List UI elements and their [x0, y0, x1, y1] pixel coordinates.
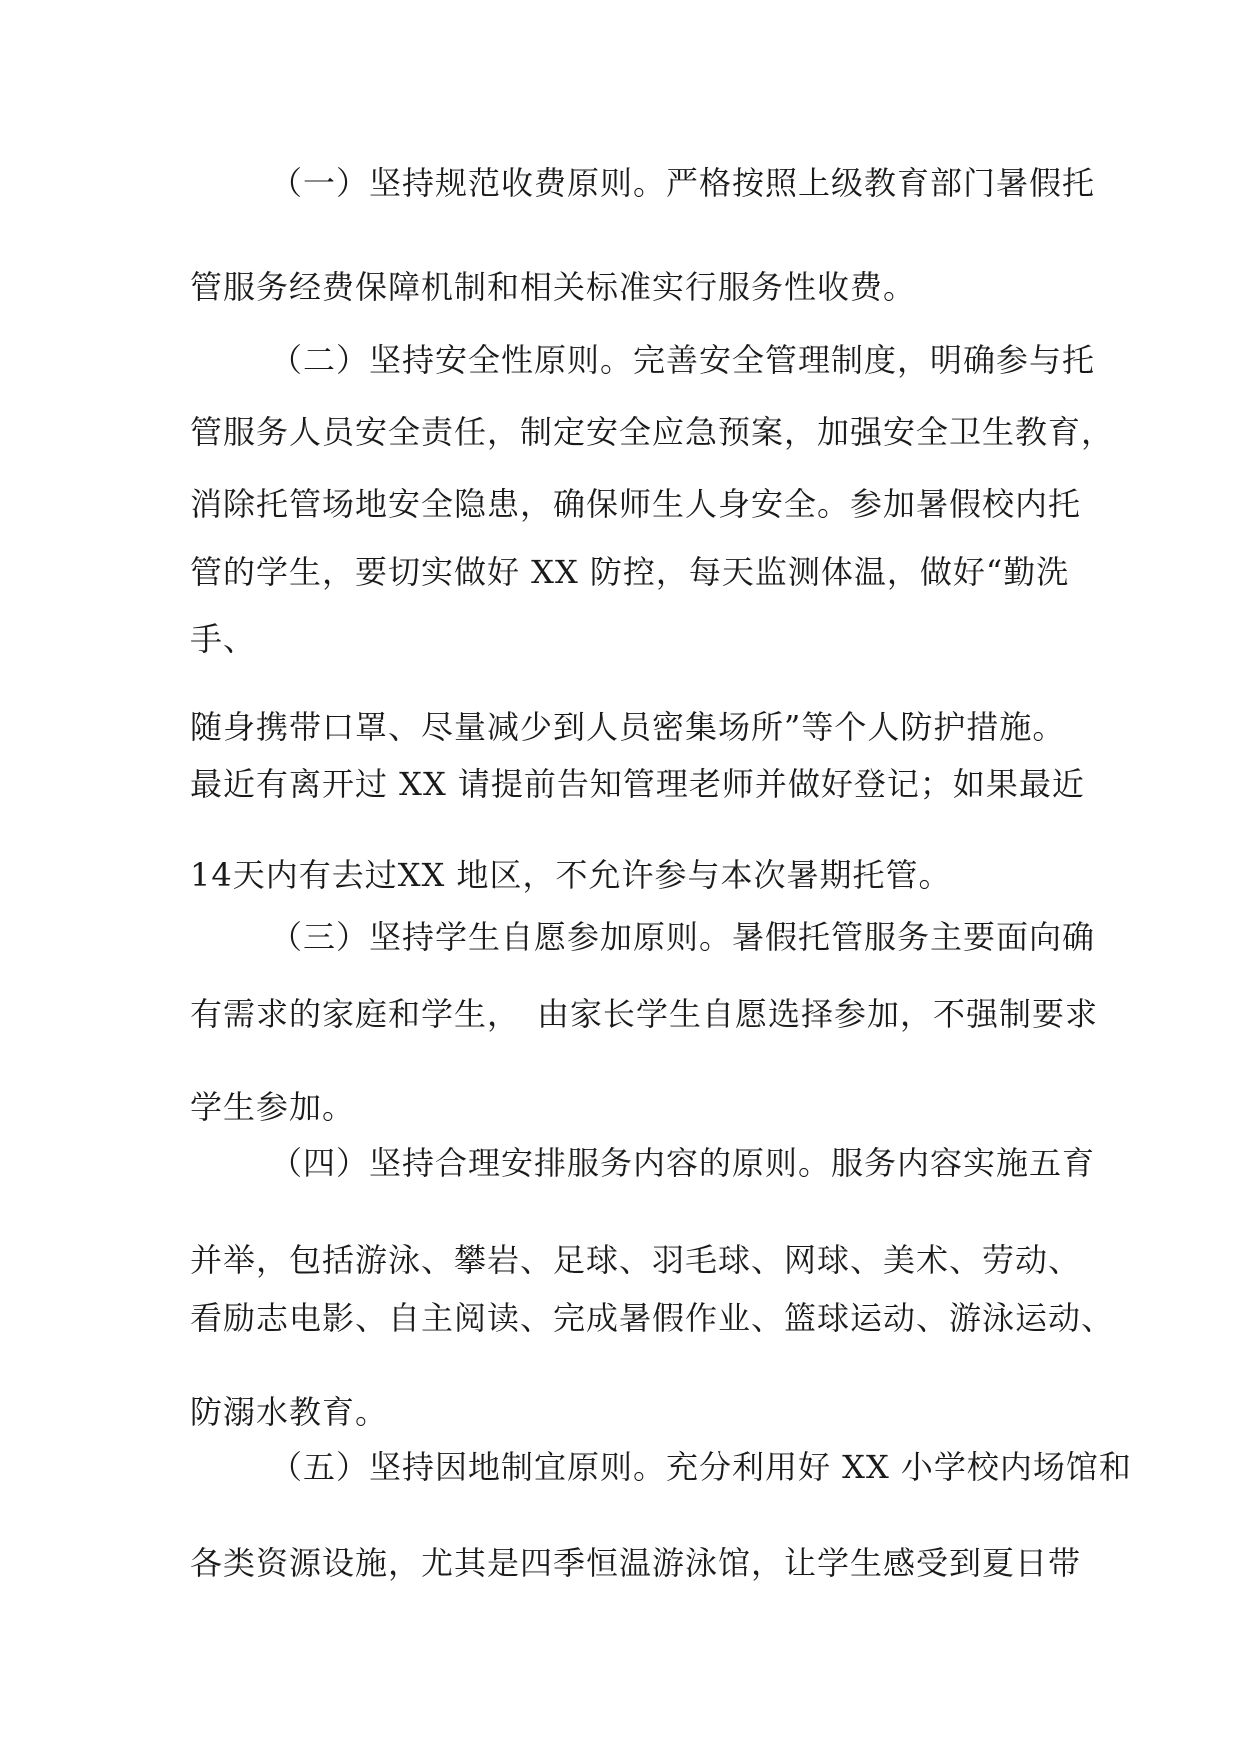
paragraph-5-line-2: 各类资源设施，尤其是四季恒温游泳馆，让学生感受到夏日带 — [190, 1544, 1082, 1582]
paragraph-2-line-6: 随身携带口罩、尽量减少到人员密集场所”等个人防护措施。 — [190, 708, 1066, 746]
paragraph-1-line-1: （一）坚持规范收费原则。严格按照上级教育部门暑假托 — [270, 164, 1096, 202]
paragraph-3-line-1: （三）坚持学生自愿参加原则。暑假托管服务主要面向确 — [270, 918, 1096, 956]
paragraph-4-line-3: 看励志电影、自主阅读、完成暑假作业、篮球运动、游泳运动、 — [190, 1299, 1115, 1337]
paragraph-4-line-4: 防溺水教育。 — [190, 1393, 389, 1431]
paragraph-2-line-8: 14天内有去过XX 地区，不允许参与本次暑期托管。 — [190, 856, 952, 894]
paragraph-5-line-1: （五）坚持因地制宜原则。充分利用好 XX 小学校内场馆和 — [270, 1448, 1132, 1486]
paragraph-2-line-7: 最近有离开过 XX 请提前告知管理老师并做好登记；如果最近 — [190, 765, 1085, 803]
paragraph-1-line-2: 管服务经费保障机制和相关标准实行服务性收费。 — [190, 268, 917, 306]
paragraph-3-line-2: 有需求的家庭和学生， 由家长学生自愿选择参加，不强制要求 — [190, 995, 1099, 1033]
paragraph-4-line-1: （四）坚持合理安排服务内容的原则。服务内容实施五育 — [270, 1144, 1096, 1182]
paragraph-3-line-3: 学生参加。 — [190, 1088, 356, 1126]
paragraph-2-line-3: 消除托管场地安全隐患，确保师生人身安全。参加暑假校内托 — [190, 485, 1082, 523]
paragraph-2-line-5: 手、 — [190, 620, 257, 658]
paragraph-2-line-1: （二）坚持安全性原则。完善安全管理制度，明确参与托 — [270, 341, 1096, 379]
paragraph-2-line-4: 管的学生，要切实做好 XX 防控，每天监测体温，做好“勤洗 — [190, 553, 1070, 591]
paragraph-2-line-2: 管服务人员安全责任，制定安全应急预案，加强安全卫生教育， — [190, 413, 1115, 451]
paragraph-4-line-2: 并举，包括游泳、攀岩、足球、羽毛球、网球、美术、劳动、 — [190, 1241, 1082, 1279]
